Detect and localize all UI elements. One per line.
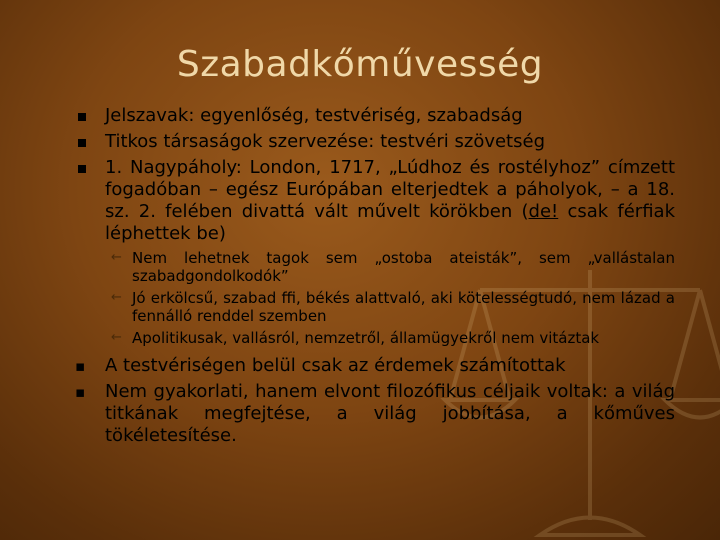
arrow-bullet-icon: ← bbox=[111, 250, 122, 265]
square-bullet-icon: ▪ bbox=[75, 383, 86, 401]
bullet-text: 1. Nagypáholy: London, 1717, „Lúdhoz és rostélyhoz” címzett fogadóban – egész Európában elterjedtek a páholyok, – a 18. sz. 2. felében divattá vált művelt körökben ( bbox=[105, 157, 675, 222]
square-bullet-icon bbox=[78, 165, 86, 173]
square-bullet-icon: ▪ bbox=[75, 357, 86, 375]
bullet-text: Nem gyakorlati, hanem elvont filozófikus céljaik voltak: a világ titkának megfejtése, a világ jobbítása, a kőműves tökéletesítése. bbox=[105, 381, 675, 446]
sub-bullet-text: Jó erkölcsű, szabad ffi, békés alattvaló, aki kötelességtudó, nem lázad a fennálló renddel szemben bbox=[132, 289, 675, 325]
sub-bullet-text: Apolitikusak, vallásról, nemzetről, államügyekről nem vitáztak bbox=[132, 329, 600, 347]
sub-bullet-item bbox=[75, 329, 675, 347]
bullet-item bbox=[75, 157, 675, 245]
arrow-bullet-icon: ← bbox=[111, 330, 122, 345]
sub-bullet-item bbox=[75, 289, 675, 325]
bullet-item bbox=[75, 105, 675, 127]
bullet-item bbox=[75, 131, 675, 153]
underlined-text: de! bbox=[528, 201, 559, 222]
slide-title: Szabadkőművesség bbox=[176, 44, 544, 85]
bullet-text: Titkos társaságok szervezése: testvéri szövetség bbox=[105, 131, 545, 152]
slide-content bbox=[75, 105, 675, 447]
sub-bullet-item bbox=[75, 249, 675, 285]
bullet-text: A testvériségen belül csak az érdemek számítottak bbox=[105, 355, 566, 376]
bullet-item bbox=[75, 381, 675, 447]
square-bullet-icon bbox=[78, 113, 86, 121]
sub-bullet-text: Nem lehetnek tagok sem „ostoba ateisták”, sem „vallástalan szabadgondolkodók” bbox=[132, 249, 675, 285]
bullet-text: Jelszavak: egyenlőség, testvériség, szabadság bbox=[105, 105, 523, 126]
square-bullet-icon bbox=[78, 139, 86, 147]
bullet-item bbox=[75, 355, 675, 377]
arrow-bullet-icon: ← bbox=[111, 290, 122, 305]
bullet-text: csak férfiak léphettek be) bbox=[105, 201, 675, 244]
